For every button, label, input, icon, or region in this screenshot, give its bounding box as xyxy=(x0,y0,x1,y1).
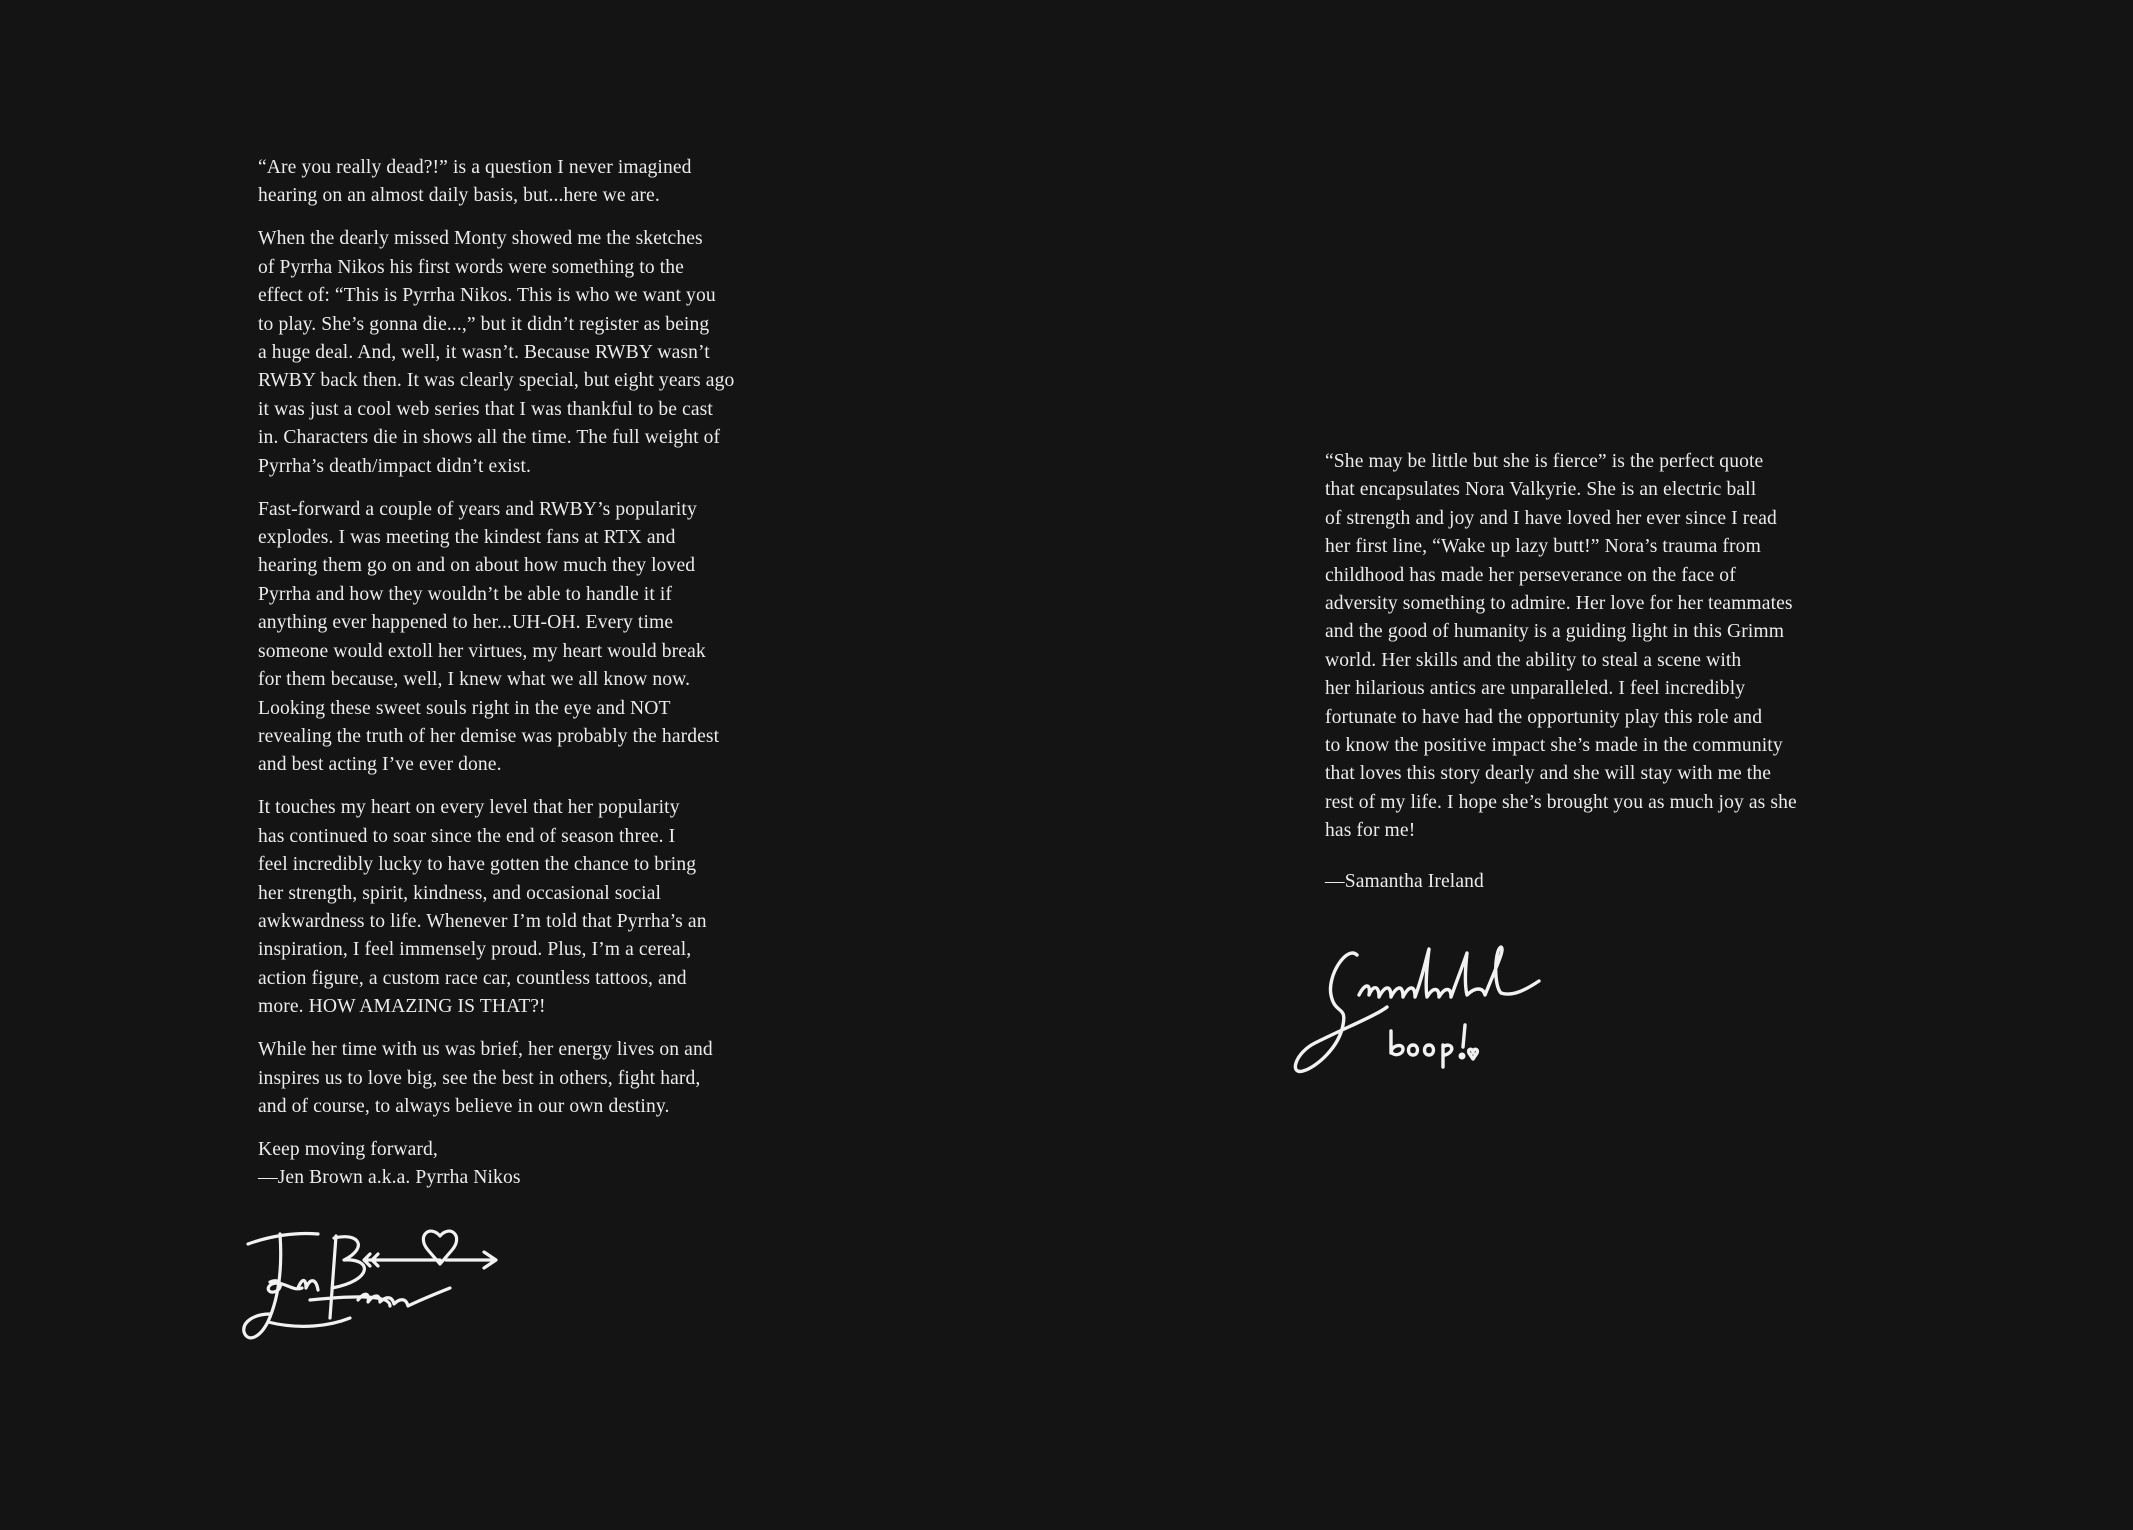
text-line: someone would extoll her virtues, my heart would break xyxy=(258,640,706,662)
text-line: explodes. I was meeting the kindest fans at RTX and xyxy=(258,527,676,549)
jen-brown-letter xyxy=(258,154,798,1207)
text-line: Pyrrha and how they wouldn’t be able to handle it if xyxy=(258,583,673,605)
text-line: of strength and joy and I have loved her ever since I read xyxy=(1325,507,1777,529)
text-line: has continued to soar since the end of season three. I xyxy=(258,825,676,847)
text-line: hearing them go on and on about how much they loved xyxy=(258,555,696,577)
text-line: It touches my heart on every level that her popularity xyxy=(258,797,680,819)
text-line: adversity something to admire. Her love for her teammates xyxy=(1325,593,1793,615)
text-line: to play. She’s gonna die...,” but it didn’t register as being xyxy=(258,313,710,335)
text-line: action figure, a custom race car, countless tattoos, and xyxy=(258,967,687,989)
text-line: “She may be little but she is fierce” is the perfect quote xyxy=(1325,451,1764,472)
text-line: feel incredibly lucky to have gotten the chance to bring xyxy=(258,854,697,876)
samantha-ireland-letter xyxy=(1325,448,1865,911)
text-line: Keep moving forward, xyxy=(258,1138,438,1160)
text-line: Pyrrha’s death/impact didn’t exist. xyxy=(258,455,532,477)
text-line: her first line, “Wake up lazy butt!” Nora’s trauma from xyxy=(1325,536,1761,558)
text-line: it was just a cool web series that I was thankful to be cast xyxy=(258,398,713,420)
text-line: and of course, to always believe in our own destiny. xyxy=(258,1095,670,1117)
text-line: revealing the truth of her demise was probably the hardest xyxy=(258,725,720,747)
text-line: for them because, well, I knew what we all know now. xyxy=(258,669,691,691)
letter-signoff xyxy=(1325,868,1865,896)
text-line: her strength, spirit, kindness, and occasional social xyxy=(258,882,662,904)
text-line: inspiration, I feel immensely proud. Plus, I’m a cereal, xyxy=(258,939,692,961)
text-line: and best acting I’ve ever done. xyxy=(258,754,502,776)
text-line: more. HOW AMAZING IS THAT?! xyxy=(258,996,546,1018)
letter-paragraph-1 xyxy=(1325,448,1865,846)
text-line: and the good of humanity is a guiding light in this Grimm xyxy=(1325,621,1785,643)
text-line: Looking these sweet souls right in the eye and NOT xyxy=(258,697,671,719)
text-line: a huge deal. And, well, it wasn’t. Because RWBY wasn’t xyxy=(258,342,710,364)
text-line: that loves this story dearly and she will stay with me the xyxy=(1325,763,1772,785)
text-line: childhood has made her perseverance on the face of xyxy=(1325,564,1736,586)
text-line: effect of: “This is Pyrrha Nikos. This is who we want you xyxy=(258,285,716,307)
text-line: While her time with us was brief, her energy lives on and xyxy=(258,1039,713,1061)
text-line: hearing on an almost daily basis, but...here we are. xyxy=(258,185,660,207)
text-line: her hilarious antics are unparalleled. I feel incredibly xyxy=(1325,678,1746,700)
text-line: RWBY back then. It was clearly special, but eight years ago xyxy=(258,370,735,392)
text-line: has for me! xyxy=(1325,820,1416,842)
jen-brown-signature xyxy=(240,1222,500,1362)
text-line: When the dearly missed Monty showed me the sketches xyxy=(258,228,703,250)
text-line: Fast-forward a couple of years and RWBY’s popularity xyxy=(258,498,697,520)
text-line: in. Characters die in shows all the time. The full weight of xyxy=(258,427,721,449)
text-line: “Are you really dead?!” is a question I never imagined xyxy=(258,157,692,178)
text-line: that encapsulates Nora Valkyrie. She is an electric ball xyxy=(1325,479,1757,501)
text-line: fortunate to have had the opportunity play this role and xyxy=(1325,706,1763,728)
author-credit: —Jen Brown a.k.a. Pyrrha Nikos xyxy=(258,1167,521,1189)
letter-paragraph-2 xyxy=(258,225,798,481)
text-line: to know the positive impact she’s made in the community xyxy=(1325,735,1783,757)
letter-paragraph-4 xyxy=(258,794,798,1021)
left-page xyxy=(0,0,1066,1530)
text-line: rest of my life. I hope she’s brought you as much joy as she xyxy=(1325,791,1797,813)
text-line: awkwardness to life. Whenever I’m told that Pyrrha’s an xyxy=(258,910,707,932)
text-line: anything ever happened to her...UH-OH. Every time xyxy=(258,612,674,634)
text-line: inspires us to love big, see the best in others, fight hard, xyxy=(258,1067,701,1089)
text-line: world. Her skills and the ability to steal a scene with xyxy=(1325,649,1742,671)
text-line: of Pyrrha Nikos his first words were something to the xyxy=(258,256,684,278)
letter-paragraph-3 xyxy=(258,496,798,780)
letter-paragraph-1 xyxy=(258,154,798,211)
right-page xyxy=(1067,0,2133,1530)
letter-paragraph-5 xyxy=(258,1036,798,1121)
letter-signoff xyxy=(258,1136,798,1193)
author-credit: —Samantha Ireland xyxy=(1325,870,1484,892)
samantha-ireland-signature xyxy=(1287,935,1567,1085)
